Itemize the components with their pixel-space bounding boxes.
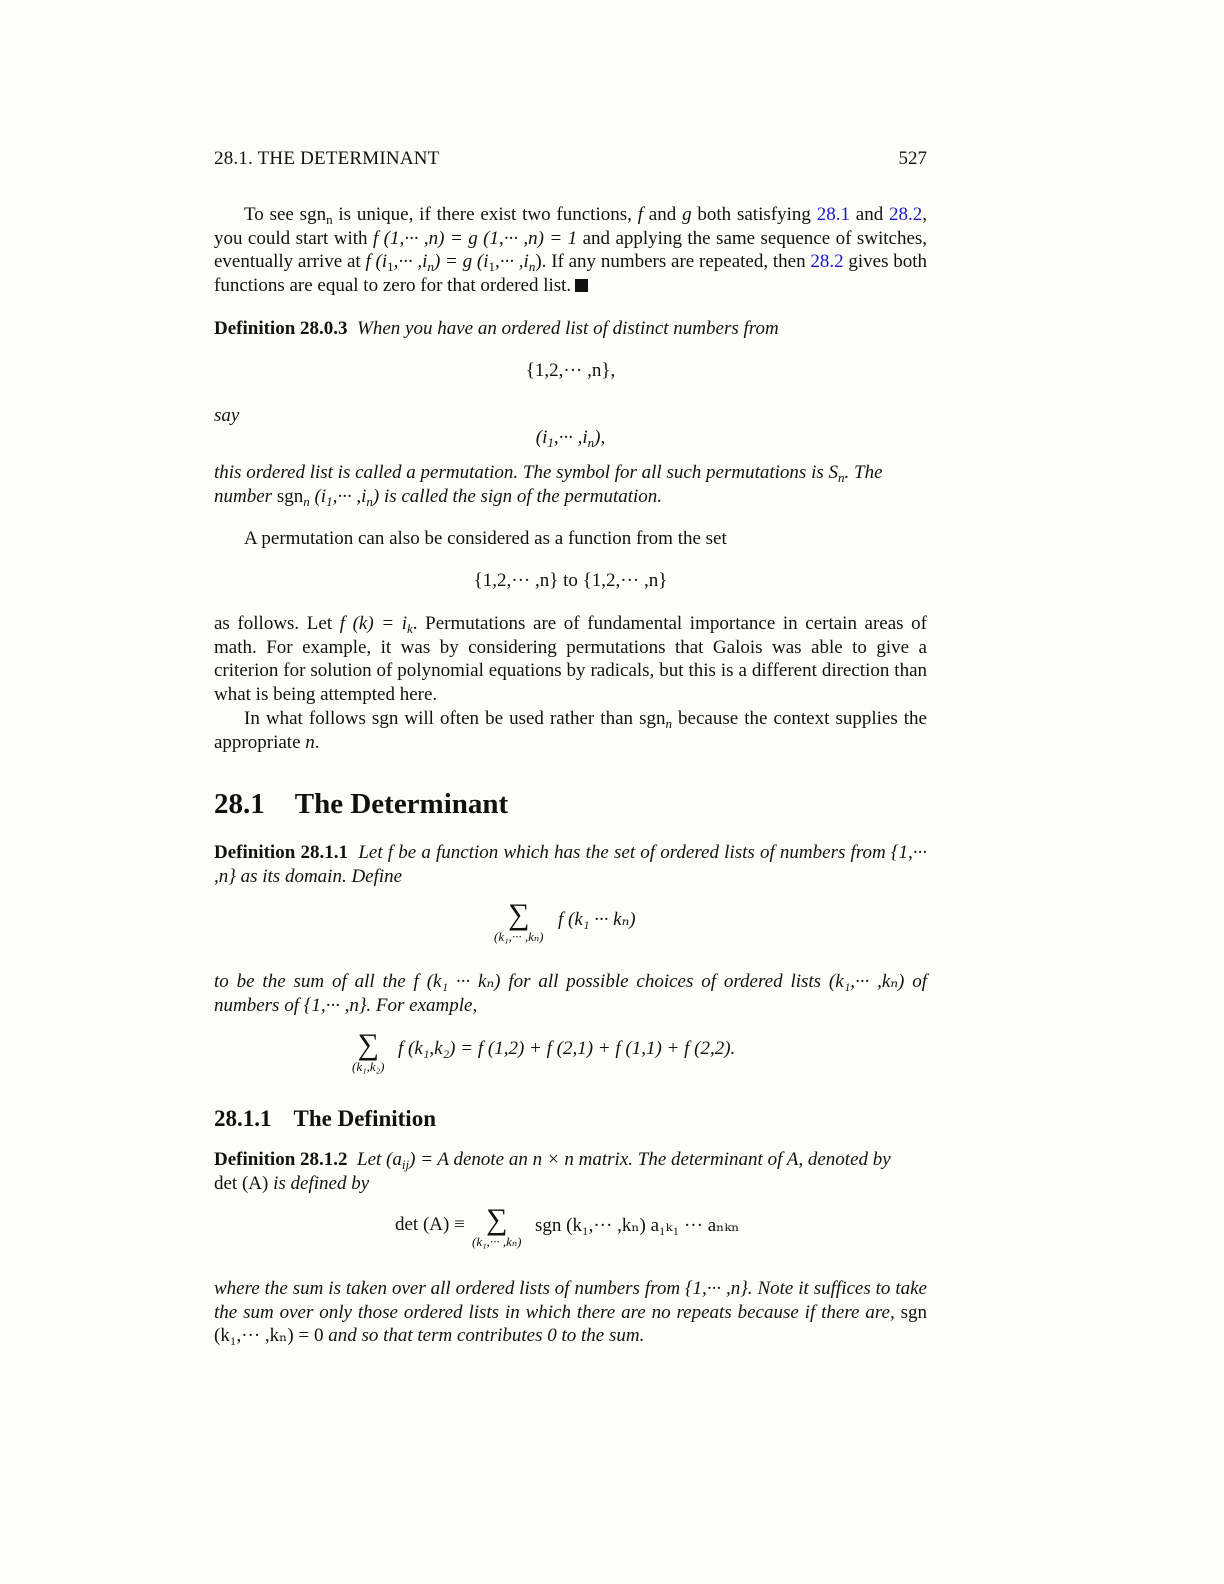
sigma-glyph: ∑ [357,1028,379,1061]
math-inline: ) = g (i [433,251,489,273]
paragraph-function-intro: A permutation can also be considered as a function from the set [244,528,727,549]
subsection-heading [214,1106,436,1132]
math-det: det (A) [214,1172,269,1194]
text: To see sgn [244,204,327,225]
section-heading [214,788,508,821]
math-inline: f (1,··· ,n) = g (1,··· ,n) = 1 [372,227,578,249]
math: ) [372,485,380,507]
subscript: n [665,716,672,731]
math-inline: sgn (k₁,··· ,kₙ) = 0 [214,1301,927,1347]
definition-text: this ordered list is called a permutation. The symbol for all such permutations is S [214,462,838,483]
section-number: 28.1 [214,788,265,820]
text: and applying the same sequence of switches, eventually arrive at [214,227,928,273]
summation-symbol [494,900,544,944]
text: and [849,204,890,225]
definition-label: Definition 28.1.1 [214,842,348,863]
definition-text: Let f be a function which has the set of ordered lists of numbers from {1,··· ,n} as its domain. Define [214,842,928,887]
math-inline: f (k) = i [339,613,407,634]
subscript: n [326,212,333,227]
text: both satisfying [691,204,817,225]
definition-text: Let (a [357,1149,402,1170]
definition-text: where the sum is taken over all ordered lists of numbers from {1,··· ,n}. Note it suffices to take the sum over only those ordered lists in which there are no repeats because if there are, [214,1278,927,1323]
text: is unique, if there exist two functions, [332,204,638,225]
math-inline: ). [535,251,547,273]
definition-28-1-2-intro [214,1148,927,1195]
say-text: say [214,405,240,426]
qed-square-icon [575,279,588,292]
math-inline: f (i [365,251,388,273]
math: (i [309,485,327,507]
definition-text: ) = A denote an n × n matrix. The determinant of A, denoted by [409,1149,891,1170]
summation-symbol [472,1205,522,1249]
text: because the context supplies the appropriate [214,708,927,753]
text: gives both functions are equal to zero for that ordered list. [214,251,928,297]
math: ,··· ,i [553,427,588,448]
equation-ref-link[interactable]: 28.2 [889,204,923,225]
text: and [642,204,683,225]
definition-label: Definition 28.0.3 [214,318,348,339]
determinant-rhs: sgn (k₁,··· ,kₙ) a₁ₖ₁ ··· aₙₖₙ [535,1215,740,1236]
page-number: 527 [898,148,927,169]
definition-text: is defined by [268,1172,370,1194]
determinant-lhs: det (A) ≡ [395,1214,465,1235]
math: (i [535,427,548,448]
paragraph-uniqueness-proof: To see sgn$_n$ is unique, if there exist two functions, f and g both satisfying 28.1 and 28.2, you could start with f (1,··· ,n) = g (1,··· ,n) = 1 and applying the same sequence of switches, eventually arrive at f $(i_1,\cdot\cdot\cdot ,i_n) = g$ $(i_1,\cdot\cdot\cdot ,i_n)$. If any numbers are repeated, then 28.2 gives both functions are equal to zero for that ordered list. [214,204,928,297]
summation-symbol [352,1030,385,1074]
definition-label: Definition 28.1.2 [214,1149,348,1170]
definition-text: When you have an ordered list of distinct numbers from [357,318,779,339]
summation-index: (k₁,··· ,kₙ) [494,929,544,944]
subscript: ij [401,1157,410,1172]
definition-text: is called the sign of the permutation. [379,485,663,507]
text: In what follows sgn will often be used rather than sgn [244,708,666,729]
summation-index: (k₁,k₂) [352,1059,385,1074]
subscript: k [407,621,413,636]
definition-text: . The [844,462,883,483]
section-title: The Determinant [294,788,509,820]
definition-28-1-2-body [214,1277,927,1348]
display-set: {1,2,··· ,n}, [525,360,616,381]
subsection-number: 28.1.1 [214,1106,272,1131]
definition-28-1-1-intro [214,841,927,888]
display-function-sets: {1,2,··· ,n} to {1,2,··· ,n} [473,570,668,591]
equation-ref-link[interactable]: 28.2 [810,251,844,273]
math-f: f [637,204,643,225]
sigma-glyph: ∑ [486,1203,508,1236]
math-n: n [305,731,315,753]
definition-28-1-1-body: to be the sum of all the f (k₁ ··· kₙ) for all possible choices of ordered lists (k₁,··· ,kₙ) of numbers of {1,··· ,n}. For example, [214,971,927,1016]
math: ,··· ,i [332,485,367,507]
subscript: n [838,470,845,485]
definition-text: number [214,485,277,507]
math-inline: ,··· ,i [495,251,529,273]
summation-index: (k₁,··· ,kₙ) [472,1234,522,1249]
example-expression: f (k₁,k₂) = f (1,2) + f (2,1) + f (1,1) + f (2,2). [398,1038,736,1059]
definition-28-0-3-body: this ordered list is called a permutation. The symbol for all such permutations is $S_n$. The number sgn$_n$ $(i_1,\cdot\cdot\cdot ,i_n)$ is called the sign of the permutation. [214,462,883,509]
text: as follows. Let [214,613,340,634]
sigma-glyph: ∑ [508,898,530,931]
equation-ref-link[interactable]: 28.1 [816,204,850,225]
summand: f (k₁ ··· kₙ) [558,909,636,930]
text: . Permutations are of fundamental importance in certain areas of math. For example, it was by considering permutations that Galois was able to give a criterion for solution of polynomial equations by radicals, but this is a different direction than what is being attempted here. [214,613,927,706]
running-header-section: 28.1. THE DETERMINANT [214,148,440,169]
text: . [314,731,320,753]
math: ), [594,427,606,448]
definition-28-0-3-intro [214,317,927,341]
math-sgn: sgn [276,485,304,507]
paragraph-permutation-importance [214,612,927,707]
display-permutation: $(i_1,\cdot\cdot\cdot ,i_n)$, [535,427,606,450]
text: If any numbers are repeated, then [546,251,811,273]
math-g: g [682,204,692,225]
definition-text: and so that term contributes 0 to the sum. [323,1325,645,1347]
subsection-title: The Definition [293,1106,436,1131]
paragraph-sgn-notation [214,707,927,754]
text: , you could start with [214,204,928,249]
math-inline: ,··· ,i [393,251,428,273]
